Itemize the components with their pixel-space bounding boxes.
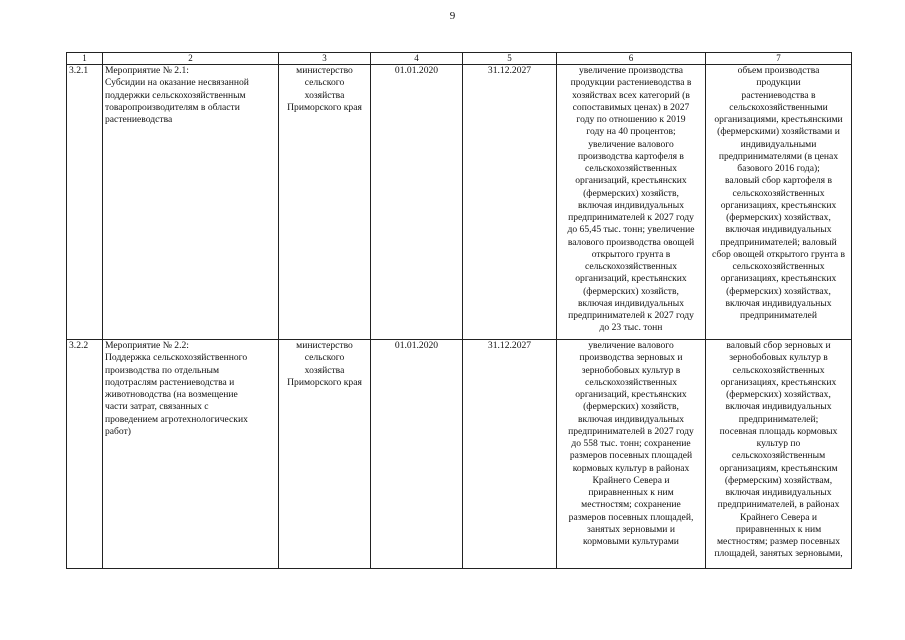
cell-text-line: проведением агротехнологических <box>105 413 248 425</box>
table-row <box>67 340 852 569</box>
cell-text-line: сельского <box>304 352 345 364</box>
column-number-4: 4 <box>371 53 463 65</box>
cell-text-line: открытого грунта в <box>591 248 671 260</box>
cell-text-line: поддержки сельскохозяйственным <box>105 89 246 101</box>
cell-text-line: размеров посевных площадей <box>569 450 693 462</box>
cell-text-line: кормовых культур в районах <box>572 462 690 474</box>
column-number-2: 2 <box>103 53 279 65</box>
cell-text-line: растениеводства в <box>741 89 816 101</box>
cell-text-line: зернобобовых культур в <box>581 364 681 376</box>
cell-text-line: сельскохозяйственным <box>731 450 826 462</box>
cell-text-line: Субсидии на оказание несвязанной <box>105 77 249 89</box>
cell-text-line: сельскохозяйственных <box>732 261 825 272</box>
column-number-1: 1 <box>67 53 103 65</box>
cell-text-line: сбор овощей открытого грунта в <box>711 248 846 260</box>
cell-text-line: кормовыми культурами <box>583 536 679 547</box>
cell-text-line: предпринимателей, в районах <box>717 499 840 511</box>
cell-text-line: зернобобовых культур в <box>729 352 828 364</box>
cell-text-line: организациях, крестьянских <box>720 273 837 285</box>
cell-text-line: подотраслям растениеводства и <box>105 376 235 388</box>
cell-text-line: включая индивидуальных <box>577 413 685 425</box>
cell-text-line: приравненных к ним <box>588 487 674 498</box>
cell-text-line: увеличение производства <box>578 65 684 76</box>
cell-text-line: организациям, крестьянским <box>719 462 838 474</box>
cell-text-line: сельскохозяйственных <box>584 261 678 272</box>
executor-cell <box>279 340 371 569</box>
cell-text-line: хозяйства <box>304 89 345 101</box>
end-date-cell: 31.12.2027 <box>463 340 557 569</box>
cell-text-line: году на 40 процентов; <box>586 126 676 138</box>
executor-cell <box>279 65 371 340</box>
cell-text-line: валовый сбор картофеля в <box>725 175 832 187</box>
program-measures-table <box>66 52 852 569</box>
cell-text-line: Приморского края <box>287 376 362 388</box>
cell-text-line: включая индивидуальных <box>725 297 832 309</box>
cell-text-line: организациях, крестьянских <box>720 199 837 211</box>
cell-text-line: году по отношению к 2019 <box>576 114 686 125</box>
cell-text-line: валового производства овощей <box>567 236 695 248</box>
cell-text-line: приравненных к ним <box>735 523 822 535</box>
cell-text-line: предпринимателей; <box>738 413 819 425</box>
cell-text-line: работ) <box>105 425 131 437</box>
cell-text-line: включая индивидуальных <box>577 199 685 211</box>
cell-text-line: организаций, крестьянских <box>575 273 687 285</box>
column-number-6: 6 <box>557 53 706 65</box>
cell-text-line: продукции растениеводства в <box>570 77 692 89</box>
cell-text-line: предпринимателей <box>740 310 817 321</box>
indicator-cell <box>706 65 852 340</box>
cell-text-line: объем производства <box>737 65 820 76</box>
cell-text-line: растениеводства <box>105 114 173 125</box>
cell-text-line: местностям; размер посевных <box>716 536 840 547</box>
cell-text-line: (фермерскими) хозяйствами и <box>717 126 840 138</box>
cell-text-line: организациями, крестьянскими <box>714 114 843 125</box>
indicator-cell <box>706 340 852 569</box>
column-number-3: 3 <box>279 53 371 65</box>
cell-text-line: сельскохозяйственных <box>584 163 678 174</box>
cell-text-line: министерство <box>296 65 353 76</box>
cell-text-line: посевная площадь кормовых <box>719 425 838 437</box>
cell-text-line: включая индивидуальных <box>725 401 832 413</box>
cell-text-line: площадей, занятых зерновыми, <box>714 548 843 560</box>
cell-text-line: Поддержка сельскохозяйственного <box>105 352 248 364</box>
cell-text-line: включая индивидуальных <box>725 487 832 498</box>
cell-text-line: (фермерских) хозяйствах, <box>726 212 831 223</box>
table-row <box>67 65 852 340</box>
cell-text-line: Крайнего Севера и <box>740 511 817 523</box>
start-date-cell: 01.01.2020 <box>371 340 463 569</box>
cell-text-line: до 65,45 тыс. тонн; увеличение <box>567 224 695 236</box>
cell-text-line: сельскохозяйственных <box>584 376 678 388</box>
cell-text-line: предпринимателями (в ценах <box>718 150 839 162</box>
end-date-cell: 31.12.2027 <box>463 65 557 340</box>
cell-text-line: сельскохозяйственных <box>732 187 825 199</box>
cell-text-line: товаропроизводителям в области <box>105 101 240 113</box>
cell-text-line: сопоставимых ценах) в 2027 <box>572 101 690 113</box>
cell-text-line: сельскохозяйственными <box>729 101 828 113</box>
cell-text-line: организаций, крестьянских <box>575 175 687 187</box>
cell-text-line: (фермерских) хозяйствах, <box>726 285 831 297</box>
cell-text-line: министерство <box>296 340 353 351</box>
cell-text-line: (фермерских) хозяйств, <box>583 187 679 199</box>
cell-text-line: (фермерских) хозяйствах, <box>726 389 831 400</box>
cell-text-line: (фермерских) хозяйств, <box>583 285 679 297</box>
cell-text-line: (фермерских) хозяйств, <box>583 401 679 413</box>
cell-text-line: части затрат, связанных с <box>105 401 209 413</box>
cell-text-line: Крайнего Севера и <box>592 474 670 486</box>
cell-text-line: животноводства (на возмещение <box>105 389 238 400</box>
cell-text-line: увеличение валового <box>588 340 674 351</box>
start-date-cell: 01.01.2020 <box>371 65 463 340</box>
cell-text-line: до 558 тыс. тонн; сохранение <box>571 438 691 449</box>
cell-text-line: предпринимателей в 2027 году <box>568 425 694 437</box>
cell-text-line: включая индивидуальных <box>725 224 832 236</box>
column-number-5: 5 <box>463 53 557 65</box>
cell-text-line: культур по <box>756 438 801 449</box>
cell-text-line: сельского <box>304 77 345 89</box>
expected-result-cell <box>557 65 706 340</box>
cell-text-line: предпринимателей; валовый <box>720 236 837 248</box>
cell-text-line: предпринимателей к 2027 году <box>568 310 694 321</box>
cell-text-line: хозяйства <box>304 364 345 376</box>
cell-text-line: организаций, крестьянских <box>575 389 687 400</box>
cell-text-line: Мероприятие № 2.2: <box>105 340 189 351</box>
cell-text-line: местностям; сохранение <box>581 499 681 511</box>
measure-name-cell <box>103 65 279 340</box>
cell-text-line: базового 2016 года); <box>737 163 820 174</box>
cell-text-line: размеров посевных площадей, <box>568 511 694 523</box>
cell-text-line: Приморского края <box>287 101 362 113</box>
cell-text-line: (фермерским) хозяйствам, <box>724 474 833 486</box>
cell-text-line: Мероприятие № 2.1: <box>105 65 189 76</box>
cell-text-line: производства картофеля в <box>578 150 684 162</box>
cell-text-line: производства зерновых и <box>579 352 683 364</box>
cell-text-line: предпринимателей к 2027 году <box>568 212 694 223</box>
cell-text-line: увеличение валового <box>588 138 674 150</box>
column-number-7: 7 <box>706 53 852 65</box>
expected-result-cell <box>557 340 706 569</box>
row-number-cell: 3.2.2 <box>67 340 103 569</box>
page-number: 9 <box>449 10 456 22</box>
cell-text-line: занятых зерновыми и <box>587 523 675 535</box>
row-number-cell: 3.2.1 <box>67 65 103 340</box>
measure-name-cell <box>103 340 279 569</box>
cell-text-line: производства по отдельным <box>105 364 220 376</box>
cell-text-line: хозяйствах всех категорий (в <box>572 89 690 101</box>
cell-text-line: продукции <box>756 77 801 89</box>
cell-text-line: валовый сбор зерновых и <box>726 340 831 351</box>
cell-text-line: индивидуальными <box>740 138 817 150</box>
cell-text-line: организациях, крестьянских <box>720 376 837 388</box>
cell-text-line: до 23 тыс. тонн <box>599 322 663 334</box>
table-header-row <box>67 53 852 65</box>
cell-text-line: сельскохозяйственных <box>732 364 825 376</box>
cell-text-line: включая индивидуальных <box>577 297 685 309</box>
